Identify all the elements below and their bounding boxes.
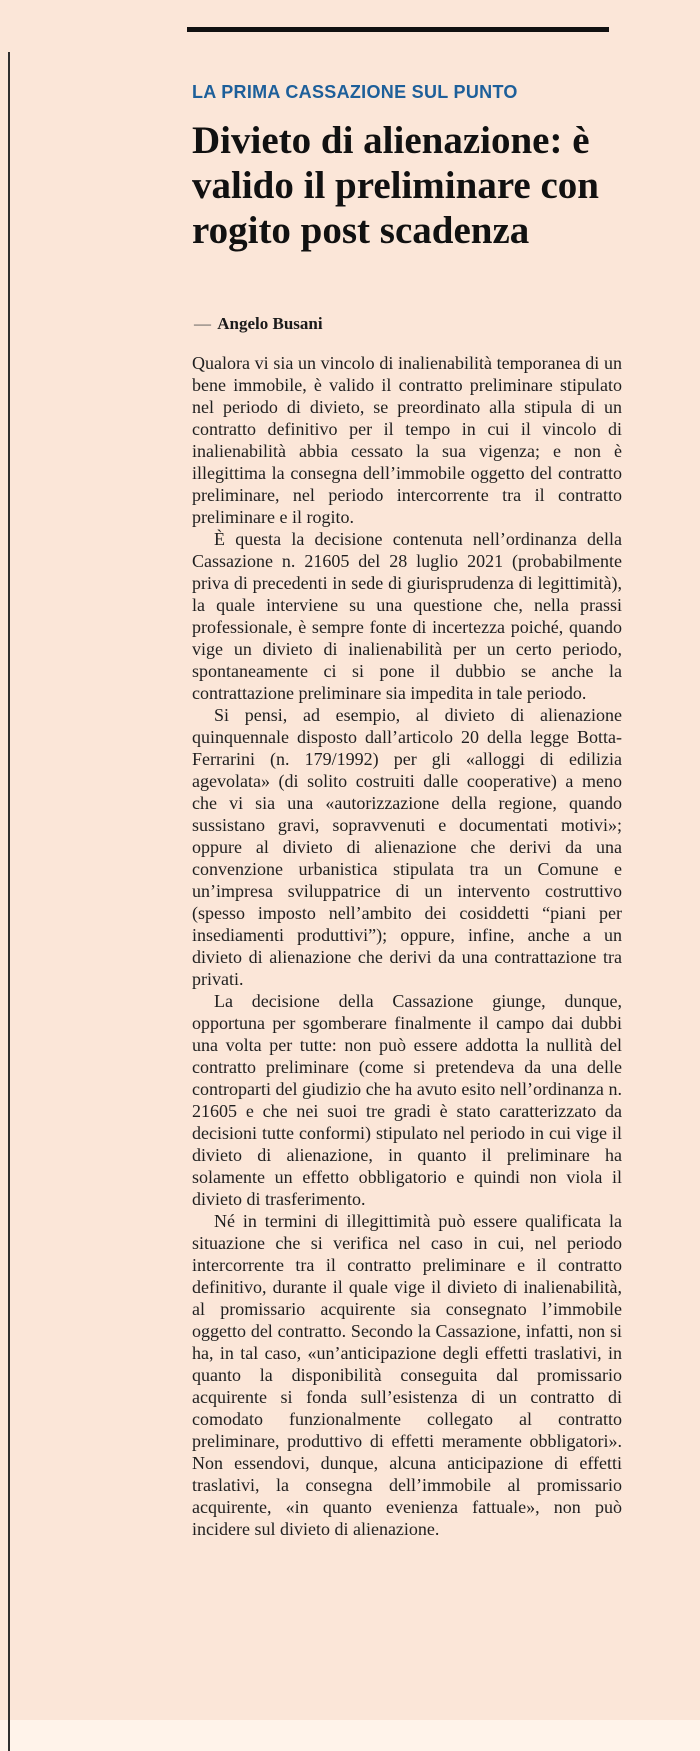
section-kicker: LA PRIMA CASSAZIONE SUL PUNTO <box>192 82 518 102</box>
article-paragraph-2: È questa la decisione contenuta nell’ordinanza della Cassazione n. 21605 del 28 luglio 2021 (probabilmente priva di precedenti in sede di giurisprudenza di legittimità), la quale interviene su una questione che, nella prassi professionale, è sempre fonte di incertezza poiché, quando vige un divieto di inalienabilità per un certo periodo, spontaneamente ci si pone il dubbio se anche la contrattazione preliminare sia impedita in tale periodo. <box>192 529 622 703</box>
article-body <box>192 352 622 1540</box>
article-headline: Divieto di alienazione: è valido il preliminare con rogito post scadenza <box>192 119 599 252</box>
article-paragraph-5: Né in termini di illegittimità può essere qualificata la situazione che si verifica nel caso in cui, nel periodo intercorrente tra il contratto preliminare e il contratto definitivo, durante il quale vige il divieto di inalienabilità, al promissario acquirente sia consegnato l’immobile oggetto del contratto. Secondo la Cassazione, infatti, non si ha, in tal caso, «un’anticipazione degli effetti traslativi, in quanto la disponibilità conseguita dal promissario acquirente si fonda sull’esistenza di un contratto di comodato funzionalmente collegato al contratto preliminare, produttivo di effetti meramente obbligatori». Non essendovi, dunque, alcuna anticipazione di effetti traslativi, la consegna dell’immobile al promissario acquirente, «in quanto evenienza fattuale», non può incidere sul divieto di alienazione. <box>192 1211 622 1539</box>
byline-dash: — <box>194 314 211 333</box>
author-name: Angelo Busani <box>217 314 323 333</box>
page-bottom-strip <box>0 1720 700 1751</box>
article-paragraph-3: Si pensi, ad esempio, al divieto di alienazione quinquennale disposto dall’articolo 20 della legge Botta-Ferrarini (n. 179/1992) per gli «alloggi di edilizia agevolata» (di solito costruiti dalle cooperative) a meno che vi sia una «autorizzazione della regione, quando sussistano gravi, sopravvenuti e documentati motivi»; oppure al divieto di alienazione che derivi da una convenzione urbanistica stipulata tra un Comune e un’impresa sviluppatrice di un intervento costruttivo (spesso imposto nell’ambito dei cosiddetti “piani per insediamenti produttivi”); oppure, infine, anche a un divieto di alienazione che derivi da una contrattazione tra privati. <box>192 705 622 989</box>
article-paragraph-1: Qualora vi sia un vincolo di inalienabilità temporanea di un bene immobile, è valido il contratto preliminare stipulato nel periodo di divieto, se preordinato alla stipula di un contratto definitivo per il tempo in cui il vincolo di inalienabilità abbia cessato la sua vigenza; e non è illegittima la consegna dell’immobile oggetto del contratto preliminare, nel periodo intercorrente tra il contratto preliminare e il rogito. <box>192 353 622 527</box>
left-column-rule <box>8 52 10 1751</box>
top-heading-rule <box>187 27 609 32</box>
byline <box>194 314 323 334</box>
article-paragraph-4: La decisione della Cassazione giunge, dunque, opportuna per sgomberare finalmente il campo dai dubbi una volta per tutte: non può essere addotta la nullità del contratto preliminare (come si pretendeva da una delle controparti del giudizio che ha avuto esito nell’ordinanza n. 21605 e che nei suoi tre gradi è stato caratterizzato da decisioni tutte conformi) stipulato nel periodo in cui vige il divieto di alienazione, in quanto il preliminare ha solamente un effetto obbligatorio e quindi non viola il divieto di trasferimento. <box>192 991 622 1209</box>
